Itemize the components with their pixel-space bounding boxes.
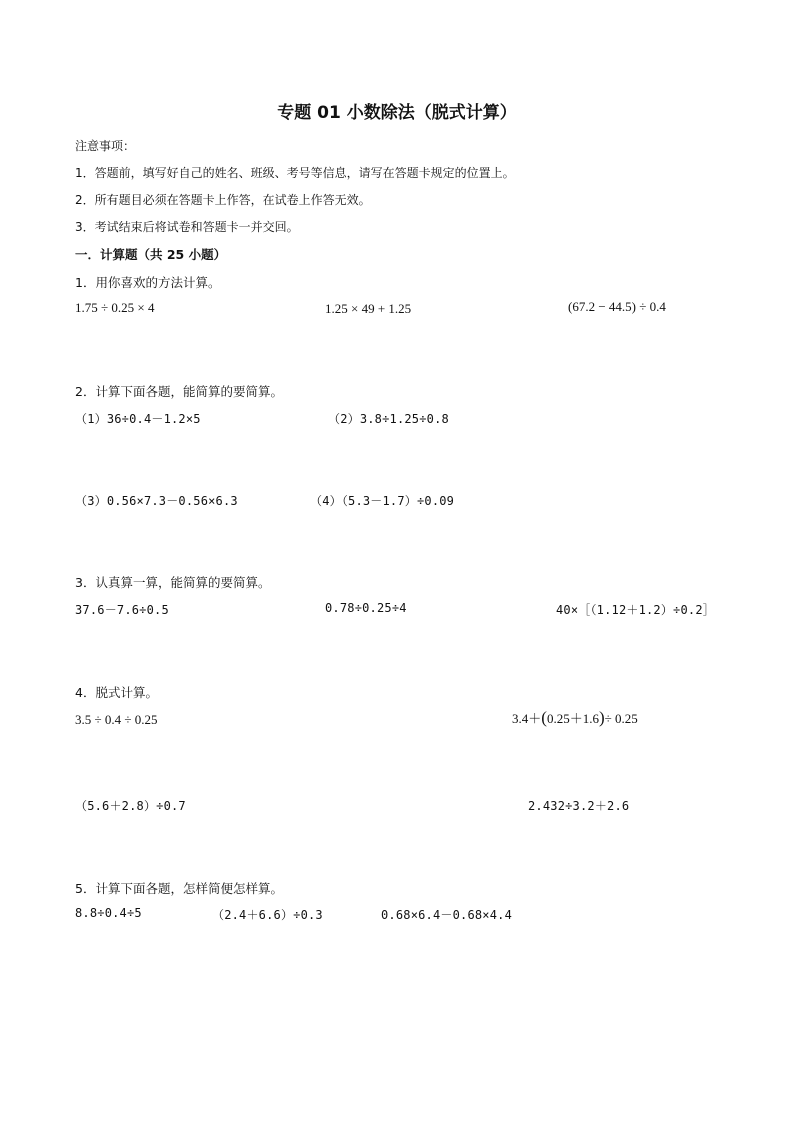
q4-expr2-inner: 0.25＋1.6	[546, 711, 599, 726]
q5-expression-3: 0.68×6.4－0.68×4.4	[381, 908, 512, 922]
question-2-prompt: 2．计算下面各题，能简算的要简算。	[75, 384, 283, 399]
question-4-prompt: 4．脱式计算。	[75, 685, 158, 700]
q2-expression-3: （3）0.56×7.3－0.56×6.3	[75, 494, 238, 508]
q4-expr2-lead: 3.4＋	[512, 711, 542, 726]
note-item-1: 1．答题前，填写好自己的姓名、班级、考号等信息，请写在答题卡规定的位置上。	[75, 166, 515, 180]
page-title: 专题 01 小数除法（脱式计算）	[277, 103, 517, 123]
q4-expression-1: 3.5 ÷ 0.4 ÷ 0.25	[75, 712, 158, 727]
section-heading: 一．计算题（共 25 小题）	[75, 247, 227, 262]
q4-expr2-open-paren: (	[541, 708, 547, 727]
q3-expression-3: 40×［（1.12＋1.2）÷0.2］	[556, 603, 715, 617]
note-item-3: 3．考试结束后将试卷和答题卡一并交回。	[75, 220, 299, 234]
question-3-prompt: 3．认真算一算，能简算的要简算。	[75, 575, 271, 590]
note-item-2: 2．所有题目必须在答题卡上作答，在试卷上作答无效。	[75, 193, 371, 207]
q2-expression-2: （2）3.8÷1.25÷0.8	[328, 412, 449, 426]
q5-expression-2: （2.4＋6.6）÷0.3	[212, 908, 323, 922]
q1-expression-1: 1.75 ÷ 0.25 × 4	[75, 300, 155, 315]
notes-heading: 注意事项：	[75, 139, 136, 153]
question-5-prompt: 5．计算下面各题，怎样简便怎样算。	[75, 881, 283, 896]
q2-expression-1: （1）36÷0.4－1.2×5	[75, 412, 201, 426]
q1-expression-3: (67.2 − 44.5) ÷ 0.4	[568, 299, 666, 314]
q2-expression-4: （4）（5.3－1.7）÷0.09	[310, 494, 455, 508]
q4-expr2-close-paren: )	[598, 708, 605, 727]
q4-expression-2	[512, 708, 638, 728]
question-1-prompt: 1．用你喜欢的方法计算。	[75, 275, 221, 290]
q4-expr2-tail: ÷ 0.25	[604, 711, 638, 726]
q3-expression-1: 37.6－7.6÷0.5	[75, 603, 169, 617]
q4-expression-4: 2.432÷3.2＋2.6	[528, 799, 630, 813]
q5-expression-1: 8.8÷0.4÷5	[75, 906, 142, 920]
q1-expression-2: 1.25 × 49 + 1.25	[325, 301, 412, 316]
q3-expression-2: 0.78÷0.25÷4	[325, 601, 407, 615]
q4-expression-3: （5.6＋2.8）÷0.7	[75, 799, 186, 813]
